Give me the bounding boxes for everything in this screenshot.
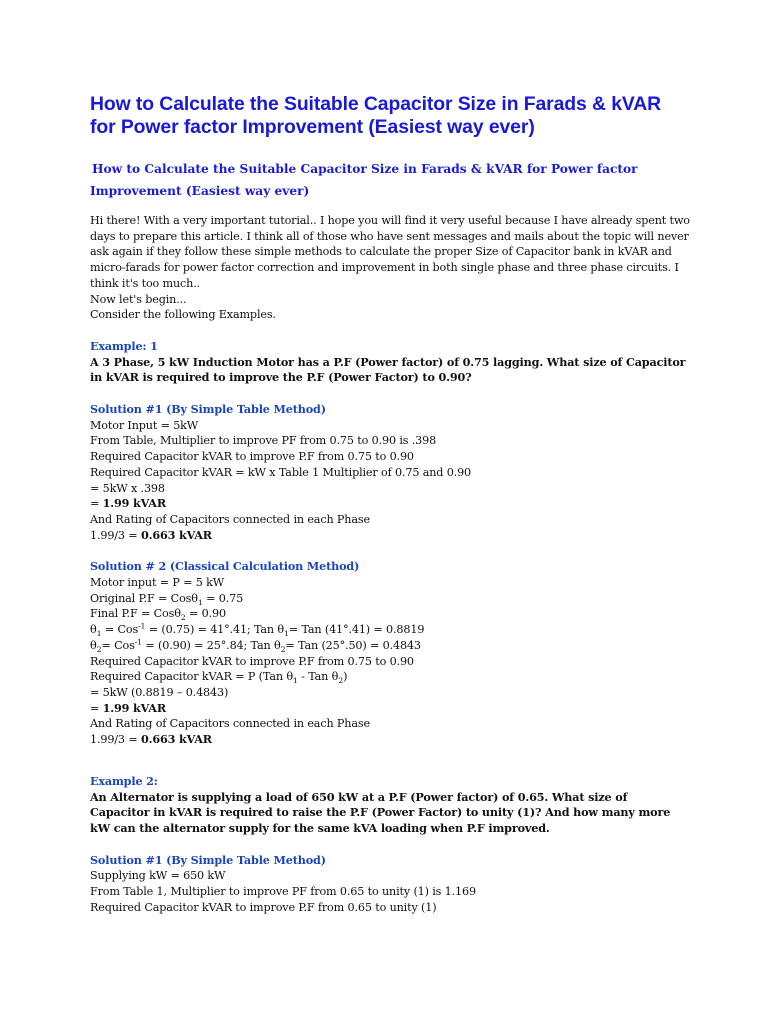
rating-line: And Rating of Capacitors connected in each Phase [90, 717, 370, 731]
motor-input-line: Motor input = P = 5 kW [90, 576, 225, 590]
article-subtitle: How to Calculate the Suitable Capacitor Size in Farads & kVAR for Power factor Improvement (Easiest way ever) [90, 162, 638, 198]
result-value: 1.99 kVAR [102, 496, 166, 511]
solution-line: = 5kW x .398 [90, 481, 165, 495]
final-pf-line: Final P.F = Cosθ$_2$ = 0.90 [90, 607, 226, 623]
rating-line: And Rating of Capacitors connected in each Phase [90, 512, 370, 526]
formula-line: Required Capacitor kVAR = P (Tan $\theta_1$ - Tan $\theta_2$) [90, 670, 348, 686]
intro-paragraph: Hi there! With a very important tutorial.. I hope you will find it very useful because I have already spent two days to prepare this article. I think all of those who have sent messages and mails about the topic will never ask again if they follow these simple methods to calculate the proper Size of Capacitor bank in kVAR and micro-farads for power factor correction and improvement in both single phase and three phase circuits. I think it's too much.. [90, 214, 690, 290]
per-phase-value: 0.663 kVAR [140, 732, 212, 747]
result-prefix: = [90, 497, 103, 511]
article-body [90, 213, 690, 915]
page-title: How to Calculate the Suitable Capacitor Size in Farads & kVAR for Power factor Improvement (Easiest way ever) [90, 93, 662, 138]
example-1-question: A 3 Phase, 5 kW Induction Motor has a P.F (Power factor) of 0.75 lagging. What size of Capacitor in kVAR is required to improve the P.F (Power Factor) to 0.90? [90, 354, 686, 385]
example-2-solution-1-heading: Solution #1 (By Simple Table Method) [90, 852, 326, 867]
per-phase-result [90, 732, 690, 748]
example-2-heading: Example 2: [90, 773, 158, 788]
solution-result [90, 496, 690, 512]
original-pf-line: Original P.F = Cosθ$_1$ = 0.75 [90, 591, 244, 607]
solution-line: Required Capacitor kVAR to improve P.F from 0.75 to 0.90 [90, 450, 414, 464]
example-1-solution-1-heading: Solution #1 (By Simple Table Method) [90, 402, 326, 417]
result-prefix: = [90, 701, 103, 715]
result-value: 1.99 kVAR [102, 700, 166, 715]
solution-line: Supplying kW = 650 kW [90, 869, 226, 883]
document-page [90, 93, 690, 915]
per-phase-prefix: 1.99/3 = [90, 733, 141, 747]
solution-line: From Table, Multiplier to improve PF from 0.75 to 0.90 is .398 [90, 434, 437, 448]
solution-line: Required Capacitor kVAR to improve P.F from 0.65 to unity (1) [90, 900, 437, 914]
solution-line: From Table 1, Multiplier to improve PF from 0.65 to unity (1) is 1.169 [90, 885, 476, 899]
theta-2-line: $\theta_2= Cos^{-1} = (0.90) = 25^\circ.84$; Tan $\theta_2=$ Tan (25°.50) = 0.4843 [90, 637, 421, 655]
example-1-solution-2-heading: Solution # 2 (Classical Calculation Method) [90, 559, 360, 574]
solution-result [90, 701, 690, 717]
improve-line: Required Capacitor kVAR to improve P.F from 0.75 to 0.90 [90, 654, 414, 668]
intro-consider: Consider the following Examples. [90, 308, 276, 322]
per-phase-result [90, 528, 690, 544]
intro-begin: Now let's begin... [90, 292, 187, 306]
example-1-heading: Example: 1 [90, 338, 158, 353]
solution-line: Required Capacitor kVAR = kW x Table 1 Multiplier of 0.75 and 0.90 [90, 465, 472, 479]
substitution-line: = 5kW (0.8819 – 0.4843) [90, 685, 229, 699]
example-2-question: An Alternator is supplying a load of 650 kW at a P.F (Power factor) of 0.65. What size of Capacitor in kVAR is required to raise the P.F (Power Factor) to unity (1)? And how many more kW can the alternator supply for the same kVA loading when P.F improved. [90, 789, 671, 835]
per-phase-value: 0.663 kVAR [140, 527, 212, 542]
theta-1-line: $\theta_1 = Cos^{-1} = (0.75) = 41^\circ.41$; Tan $\theta_1=$ Tan (41°.41) = 0.8819 [90, 621, 425, 639]
solution-line: Motor Input = 5kW [90, 418, 199, 432]
per-phase-prefix: 1.99/3 = [90, 528, 141, 542]
